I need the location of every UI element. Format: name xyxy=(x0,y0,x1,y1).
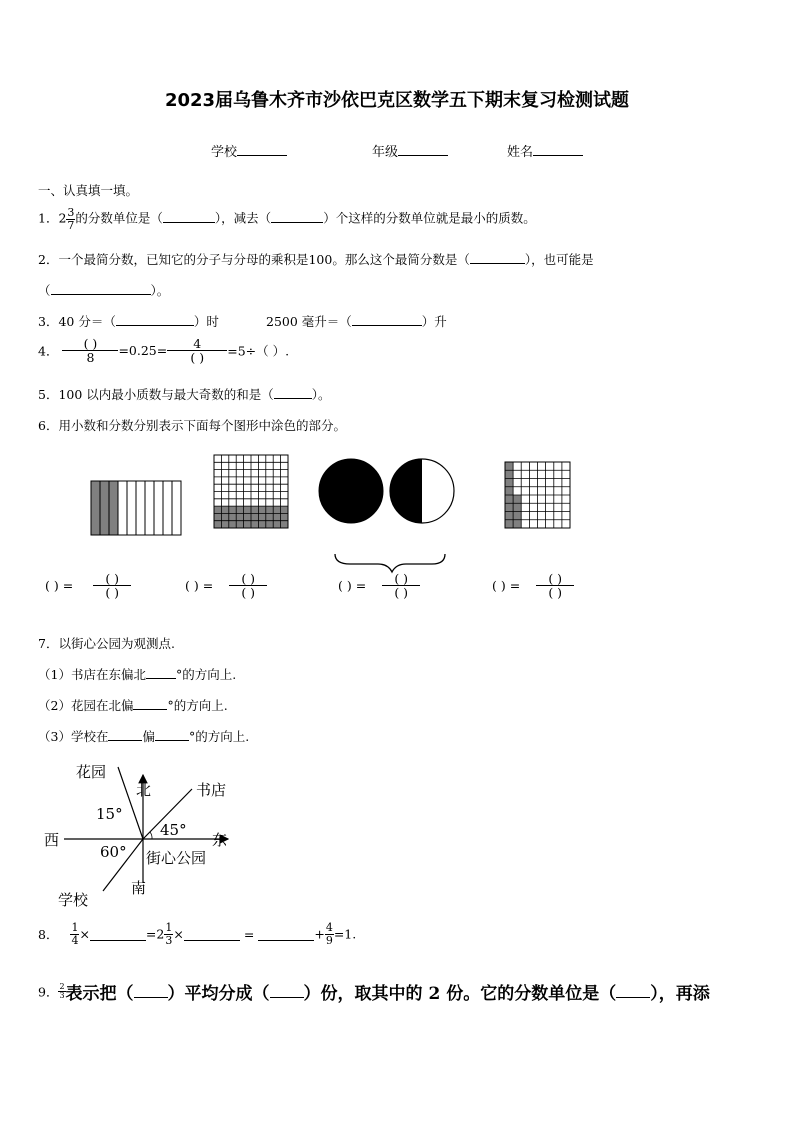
q7-blank-1[interactable] xyxy=(146,666,176,679)
question-6: 6．用小数和分数分别表示下面每个图形中涂色的部分。 xyxy=(38,418,346,433)
page-title: 2023届乌鲁木齐市沙依巴克区数学五下期末复习检测试题 xyxy=(164,90,630,111)
q7-blank-3[interactable] xyxy=(108,728,142,741)
grade-field xyxy=(372,141,448,160)
south-label: 南 xyxy=(131,879,147,897)
grid-figure-100 xyxy=(214,455,288,528)
q8-blank-2[interactable] xyxy=(184,928,240,941)
question-3b xyxy=(266,312,447,330)
question-9: 9． $\frac{2}{3}$ 表示把（ ）平均分成（ ）份，取其中的 2 份。它的分数单位是（ ），再添 xyxy=(38,981,710,1004)
q1-text-1: 的分数单位是（ xyxy=(75,210,163,226)
q1-blank-2[interactable] xyxy=(271,210,323,226)
q7-sub-1: （1）书店在东偏北 °的方向上. xyxy=(38,667,237,682)
question-4 xyxy=(38,337,289,364)
grid-figure-64 xyxy=(505,462,570,528)
question-3 xyxy=(38,312,219,330)
school-label: 学校 xyxy=(58,891,89,909)
center-label: 街心公园 xyxy=(146,849,207,867)
q8-blank-1[interactable] xyxy=(90,928,146,941)
q2-blank-2[interactable] xyxy=(51,282,151,295)
q9-blank-1[interactable] xyxy=(134,985,168,998)
q1-fraction: $\frac{3}{7}$ xyxy=(67,206,75,232)
q6-answer-1[interactable]: ( ) = $\frac{( )}{( )}$ xyxy=(45,572,131,599)
name-label: 姓名 xyxy=(507,145,534,160)
q1-whole: 2 xyxy=(58,210,67,226)
q4-fraction-2[interactable]: $\frac{4}{( )}$ xyxy=(167,337,227,364)
garden-ray xyxy=(118,767,143,839)
q1-number: 1． xyxy=(38,210,59,226)
q7-sub-2: （2）花园在北偏 °的方向上. xyxy=(38,698,228,713)
q3-blank-2[interactable] xyxy=(352,313,422,326)
q5-text: 5．100 以内最小质数与最大奇数的和是（ xyxy=(38,387,274,402)
circle-figure xyxy=(319,459,454,523)
q5-blank[interactable] xyxy=(274,386,312,399)
q9-fraction: $\frac{2}{3}$ xyxy=(59,981,65,1000)
angle-45-label: 45° xyxy=(160,821,187,839)
q5-text-end: ）。 xyxy=(311,387,331,402)
q3-text-1: 3．40 分＝（ xyxy=(38,314,116,329)
q2-text-1: 2．一个最简分数，已知它的分子与分母的乘积是100。那么这个最简分数是（ xyxy=(38,252,470,267)
q4-text-mid: =0.25= xyxy=(118,343,168,359)
question-1 xyxy=(38,207,536,231)
compass-diagram xyxy=(30,755,260,915)
angle-15-label: 15° xyxy=(96,805,123,823)
q4-fraction-1[interactable]: $\frac{( )}{8}$ xyxy=(62,337,118,364)
section-heading: 一、认真填一填。 xyxy=(38,183,139,198)
q3-blank-1[interactable] xyxy=(116,313,194,326)
name-field xyxy=(507,141,583,160)
brace xyxy=(335,554,445,572)
question-5 xyxy=(38,385,331,403)
q8-fraction-1: $\frac{1}{4}$ xyxy=(71,921,79,947)
q7-blank-4[interactable] xyxy=(155,728,189,741)
q2-text-4: ）。 xyxy=(150,283,170,298)
q1-text-3: ）个这样的分数单位就是最小的质数。 xyxy=(323,210,536,226)
q3-text-2: ）时 xyxy=(193,314,219,329)
q8-fraction-2: $\frac{1}{3}$ xyxy=(165,921,173,947)
strip-figure xyxy=(91,481,181,535)
bookstore-label: 书店 xyxy=(196,781,227,799)
grade-label: 年级 xyxy=(372,145,399,160)
west-label: 西 xyxy=(44,831,60,849)
q7-sub-3: （3）学校在 偏 °的方向上. xyxy=(38,729,250,744)
school-blank[interactable] xyxy=(237,143,287,156)
school-field xyxy=(211,141,287,160)
school-label: 学校 xyxy=(211,145,238,160)
east-label: 东 xyxy=(212,831,228,849)
q9-blank-2[interactable] xyxy=(270,985,304,998)
q4-text-end: =5÷（ ）. xyxy=(227,343,290,359)
q6-answer-3[interactable]: ( ) = $\frac{( )}{( )}$ xyxy=(338,572,420,599)
q4-number: 4． xyxy=(38,343,59,359)
grade-blank[interactable] xyxy=(398,143,448,156)
question-7: 7．以街心公园为观测点. xyxy=(38,636,175,651)
q2-text-3: （ xyxy=(38,283,51,298)
q2-blank-1[interactable] xyxy=(470,251,525,264)
q8-blank-3[interactable] xyxy=(258,928,314,941)
q2-text-2: ），也可能是 xyxy=(524,252,594,267)
angle-60-label: 60° xyxy=(100,843,127,861)
question-2 xyxy=(38,250,594,268)
question-2-line-2 xyxy=(38,281,169,299)
q1-text-2: ），减去（ xyxy=(214,210,272,226)
name-blank[interactable] xyxy=(533,143,583,156)
q9-blank-3[interactable] xyxy=(616,985,650,998)
q6-answer-4[interactable]: ( ) = $\frac{( )}{( )}$ xyxy=(492,572,574,599)
q3-text-3: 2500 毫升＝（ xyxy=(266,314,352,329)
q7-blank-2[interactable] xyxy=(133,697,167,710)
question-8: 8． $\frac{1}{4}$ × =2 $\frac{1}{3}$ × = + $\frac{4}{9}$ =1. xyxy=(38,921,357,947)
north-label: 北 xyxy=(136,781,152,799)
q8-fraction-3: $\frac{4}{9}$ xyxy=(325,921,333,947)
garden-label: 花园 xyxy=(76,763,107,781)
q6-answer-2[interactable]: ( ) = $\frac{( )}{( )}$ xyxy=(185,572,267,599)
q1-blank-1[interactable] xyxy=(163,210,215,226)
q3-text-4: ）升 xyxy=(421,314,447,329)
